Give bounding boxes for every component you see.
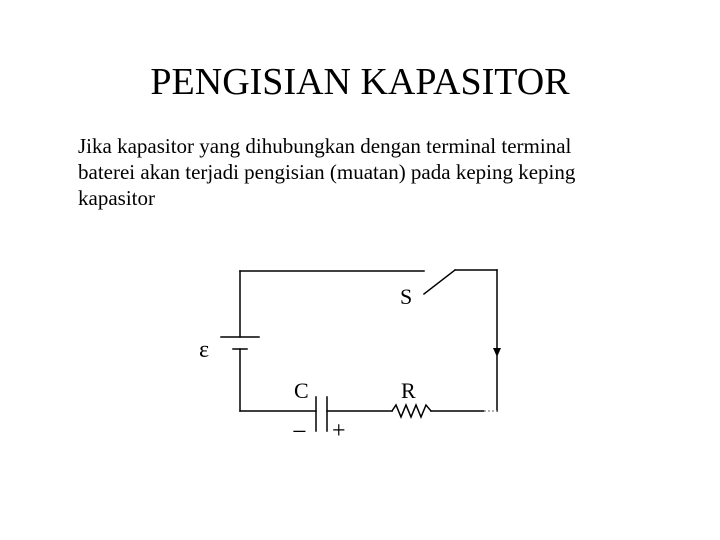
emf-label: ε bbox=[199, 337, 210, 363]
slide-title: PENGISIAN KAPASITOR bbox=[150, 61, 570, 103]
plus-label: + bbox=[332, 418, 346, 444]
resistor-label: R bbox=[401, 378, 416, 403]
switch-blade bbox=[424, 270, 455, 294]
switch-label: S bbox=[400, 284, 413, 309]
paragraph-line-3: kapasitor bbox=[78, 186, 155, 210]
minus-label: − bbox=[292, 417, 307, 446]
current-arrow-icon bbox=[493, 348, 501, 357]
paragraph-line-1: Jika kapasitor yang dihubungkan dengan terminal terminal bbox=[78, 134, 572, 158]
paragraph-line-2: baterei akan terjadi pengisian (muatan) pada keping keping bbox=[78, 160, 576, 184]
resistor-zigzag bbox=[392, 405, 431, 417]
capacitor-label: C bbox=[294, 378, 309, 403]
